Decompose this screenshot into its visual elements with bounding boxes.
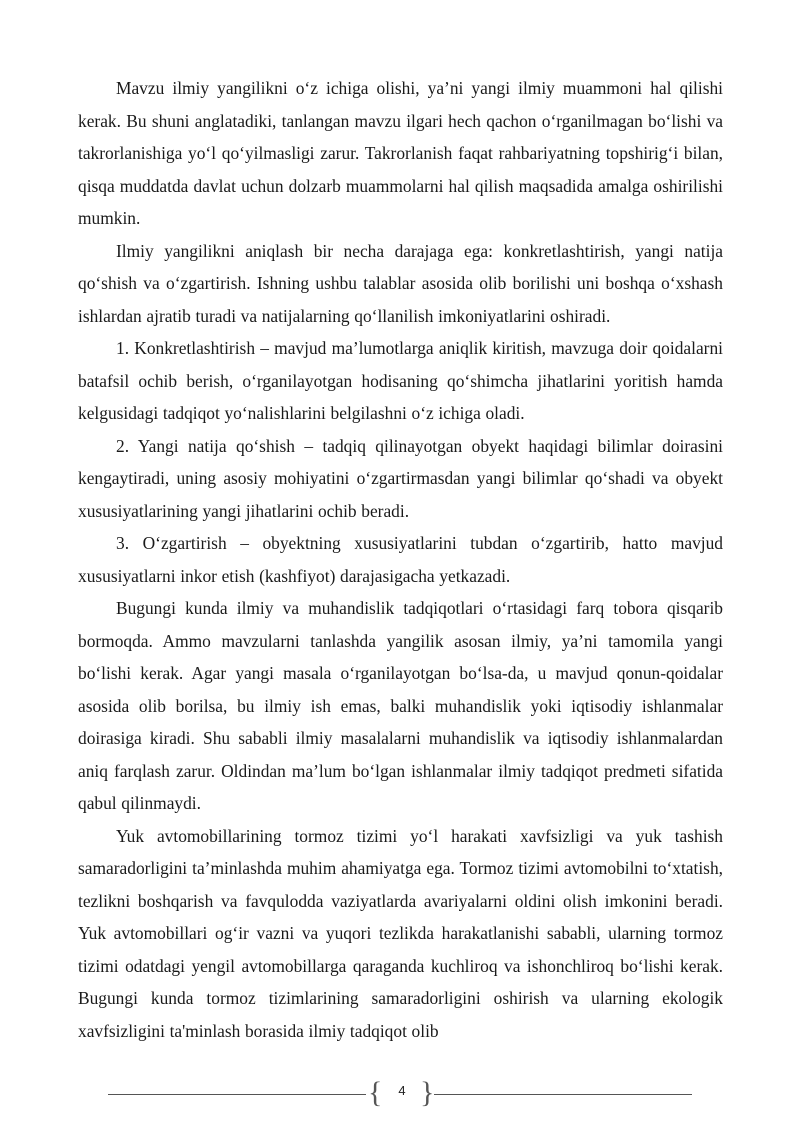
paragraph-3: 1. Konkretlashtirish – mavjud ma’lumotlarga aniqlik kiritish, mavzuga doir qoidalarni batafsil ochib berish, o‘rganilayotgan hodisaning qo‘shimcha jihatlarini yoritish hamda kelgusidagi tadqiqot yo‘nalishlarini belgilashni o‘z ichiga oladi.: [78, 338, 723, 423]
paragraph-6: Bugungi kunda ilmiy va muhandislik tadqiqotlari o‘rtasidagi farq tobora qisqarib bormoqda. Ammo mavzularni tanlashda yangilik asosan ilmiy, ya’ni tamomila yangi bo‘lishi kerak. Agar yangi masala o‘rganilayotgan bo‘lsa-da, u mavjud qonun-qoidalar asosida olib borilsa, bu ilmiy ish emas, balki muhandislik yoki iqtisodiy ishlanmalar doirasiga kiradi. Shu sababli ilmiy masalalarni muhandislik va iqtisodiy ishlanmalardan aniq farqlash zarur. Oldindan ma’lum bo‘lgan ishlanmalar ilmiy tadqiqot predmeti sifatida qabul qilinmaydi.: [78, 598, 723, 813]
footer-divider-left: [108, 1094, 366, 1095]
footer-bracket-right: }: [420, 1076, 435, 1109]
paragraph-1: Mavzu ilmiy yangilikni o‘z ichiga olishi, ya’ni yangi ilmiy muammoni hal qilishi kerak. Bu shuni anglatadiki, tanlangan mavzu ilgari hech qachon o‘rganilmagan bo‘lishi va takrorlanishiga yo‘l qo‘yilmasligi zarur. Takrorlanish faqat rahbariyatning topshirig‘i bilan, qisqa muddatda davlat uchun dolzarb muammolarni hal qilish maqsadida amalga oshirilishi mumkin.: [78, 78, 723, 228]
footer-divider-right: [434, 1094, 692, 1095]
paragraph-7: Yuk avtomobillarining tormoz tizimi yo‘l harakati xavfsizligi va yuk tashish samaradorligini ta’minlashda muhim ahamiyatga ega. Tormoz tizimi avtomobilni to‘xtatish, tezlikni boshqarish va favqulodda vaziyatlarda avariyalarni oldini olish imkonini beradi. Yuk avtomobillari og‘ir vazni va yuqori tezlikda harakatlanishi sababli, ularning tormoz tizimi odatdagi yengil avtomobillarga qaraganda kuchliroq va ishonchliroq bo‘lishi kerak. Bugungi kunda tormoz tizimlarining samaradorligini oshirish va ularning ekologik xavfsizligini ta'minlash borasida ilmiy tadqiqot olib: [78, 825, 723, 1041]
text-body: [78, 72, 723, 1047]
page-number: 4: [398, 1083, 406, 1098]
footer-bracket-left: {: [368, 1076, 383, 1109]
paragraph-5: 3. O‘zgartirish – obyektning xususiyatlarini tubdan o‘zgartirib, hatto mavjud xususiyatlarni inkor etish (kashfiyot) darajasigacha yetkazadi.: [78, 533, 723, 586]
page-footer: [108, 1076, 692, 1110]
paragraph-2: Ilmiy yangilikni aniqlash bir necha darajaga ega: konkretlashtirish, yangi natija qo‘shish va o‘zgartirish. Ishning ushbu talablar asosida olib borilishi uni boshqa o‘xshash ishlardan ajratib turadi va natijalarning qo‘llanilish imkoniyatlarini oshiradi.: [78, 240, 723, 326]
paragraph-4: 2. Yangi natija qo‘shish – tadqiq qilinayotgan obyekt haqidagi bilimlar doirasini kengaytiradi, uning asosiy mohiyatini o‘zgartirmasdan yangi bilimlar qo‘shadi va obyekt xususiyatlarining yangi jihatlarini ochib beradi.: [78, 435, 723, 521]
